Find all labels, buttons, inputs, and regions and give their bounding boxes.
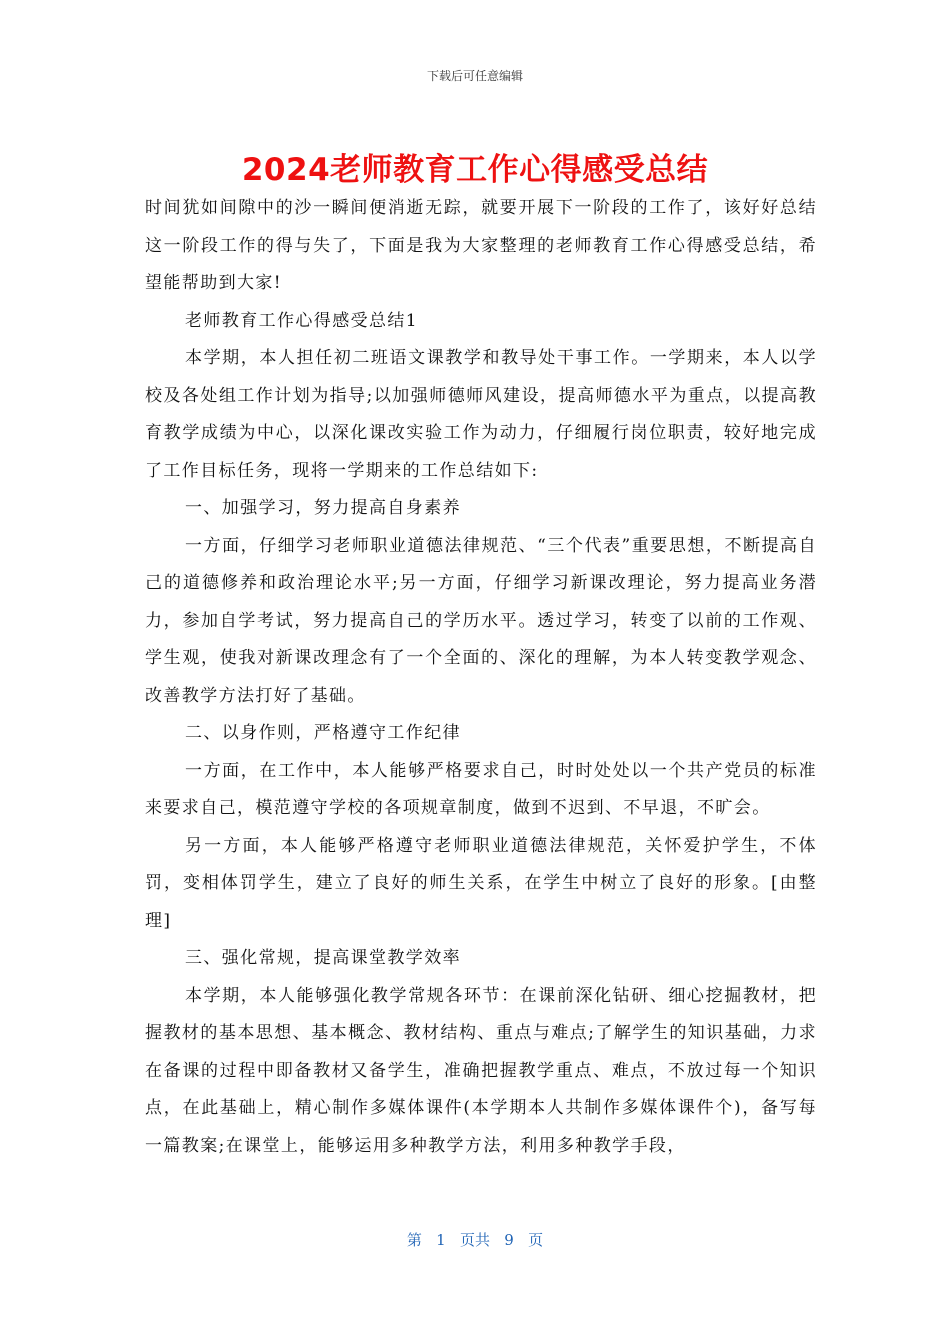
paragraph: 一方面，在工作中，本人能够严格要求自己，时时处处以一个共产党员的标准来要求自己，模范遵守学校的各项规章制度，做到不迟到、不早退，不旷会。 xyxy=(145,760,817,818)
section-heading: 老师教育工作心得感受总结1 xyxy=(185,310,419,331)
document-title: 2024老师教育工作心得感受总结 xyxy=(241,152,709,188)
header-note: 下载后可任意编辑 xyxy=(426,69,523,83)
document-body xyxy=(145,190,817,1165)
paragraph: 时间犹如间隙中的沙一瞬间便消逝无踪，就要开展下一阶段的工作了，该好好总结这一阶段工作的得与失了，下面是我为大家整理的老师教育工作心得感受总结，希望能帮助到大家! xyxy=(145,198,817,293)
section-heading: 一、加强学习，努力提高自身素养 xyxy=(185,498,461,518)
paragraph: 一方面，仔细学习老师职业道德法律规范、“三个代表”重要思想，不断提高自己的道德修养和政治理论水平;另一方面，仔细学习新课改理论，努力提高业务潜力，参加自学考试，努力提高自己的学历水平。透过学习，转变了以前的工作观、学生观，使我对新课改理念有了一个全面的、深化的理解，为本人转变教学观念、改善教学方法打好了基础。 xyxy=(145,535,817,706)
section-heading: 三、强化常规，提高课堂教学效率 xyxy=(185,948,461,968)
section-heading: 二、以身作则，严格遵守工作纪律 xyxy=(185,723,461,743)
paragraph: 本学期，本人担任初二班语文课教学和教导处干事工作。一学期来，本人以学校及各处组工作计划为指导;以加强师德师风建设，提高师德水平为重点，以提高教育教学成绩为中心，以深化课改实验工作为动力，仔细履行岗位职责，较好地完成了工作目标任务，现将一学期来的工作总结如下: xyxy=(145,348,817,481)
page-footer: 第 1 页共 9 页 xyxy=(406,1231,544,1249)
paragraph: 本学期，本人能够强化教学常规各环节：在课前深化钻研、细心挖掘教材，把握教材的基本思想、基本概念、教材结构、重点与难点;了解学生的知识基础，力求在备课的过程中即备教材又备学生，准确把握教学重点、难点，不放过每一个知识点，在此基础上，精心制作多媒体课件(本学期本人共制作多媒体课件个)，备写每一篇教案;在课堂上，能够运用多种教学方法，利用多种教学手段， xyxy=(145,985,817,1156)
paragraph: 另一方面，本人能够严格遵守老师职业道德法律规范，关怀爱护学生，不体罚，变相体罚学生，建立了良好的师生关系，在学生中树立了良好的形象。[由整理] xyxy=(145,835,817,931)
